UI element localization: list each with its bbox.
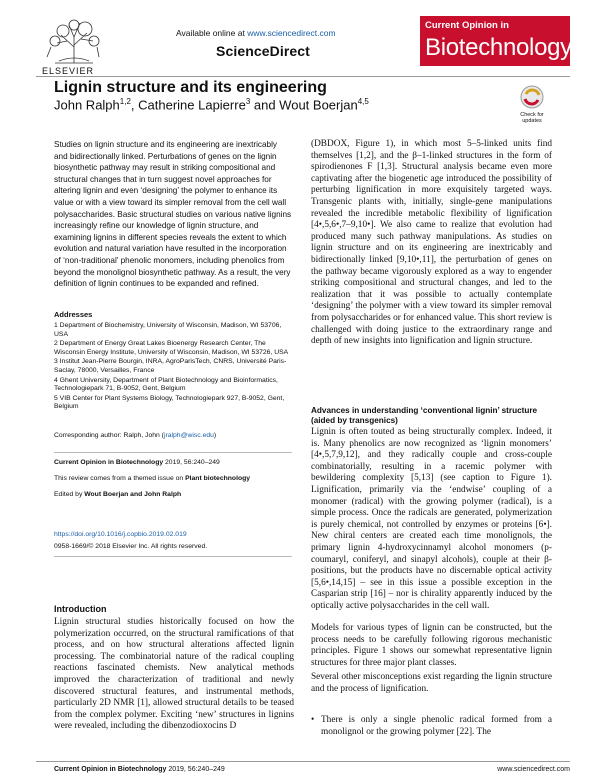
sciencedirect-url-link[interactable]: www.sciencedirect.com xyxy=(247,28,336,38)
author-affiliation: 4,5 xyxy=(357,97,369,106)
body-paragraph: Lignin is often touted as being structurally complex. Indeed, it is. Many phenolics are now recognized as ‘lignin monomers’ [4•,5,7,9,12], and they radically couple and cross-couple combinatorially, resulting in a racemic polymer with bewildering complexity [5,13] (see caption to Figure 1). Lignification, primarily via the ‘endwise’ coupling of a monomer (radical) with the growing polymer (radical), is a simple process. Once the radicals are generated, polymerization is purely chemical, not controlled by enzymes or proteins [6•]. New chiral centers are created each time monolignols, the primary lignin 4-hydroxycinnamyl alcohol monomers (p-coumaryl, coniferyl, and sinapyl alcohols), couple at their β-positions, but the products have no discernable optical activity [5,6•,14,15] – see in this issue a possible exception in the Casparian strip [16] – nor is chirality apparently induced by the optically active polysaccharides in the cell wall. xyxy=(311,427,552,611)
footer-citation xyxy=(54,766,225,773)
check-updates-label: Check for updates xyxy=(520,112,544,124)
journal-line2: Biotechnology xyxy=(425,34,572,61)
check-for-updates-badge[interactable] xyxy=(514,84,550,126)
check-updates-icon xyxy=(514,84,550,112)
sciencedirect-wordmark: ScienceDirect xyxy=(216,43,310,59)
meta-divider xyxy=(54,452,292,453)
citation-volume: 2019, 56:240–249 xyxy=(163,459,220,466)
publisher-name: ELSEVIER xyxy=(42,66,95,76)
meta-divider-bottom xyxy=(54,556,292,557)
introduction-text: Lignin structural studies historically focused on how the polymerization occurred, on the structural ramifications of that process, and on how structural alterations affected lignin processing. The combinatorial nature of the radical coupling reactions fascinated chemists. New analytical methods improved the characterization of traditional and newly discovered structural features, and instrumental methods, particularly 2D NMR [1], allowed structural details to be teased from the complex polymer. Exciting ‘new’ structures in lignins were revealed, including the dibenzodioxocins D xyxy=(54,617,294,732)
elsevier-tree-logo xyxy=(37,17,112,73)
themed-issue-prefix: This review comes from a themed issue on xyxy=(54,475,186,482)
address-item: 1 Department of Biochemistry, University of Wisconsin, Madison, WI 53706, USA xyxy=(54,322,282,338)
address-item: 2 Department of Energy Great Lakes Bioenergy Research Center, The Wisconsin Energy Institute, University of Wisconsin, Madison, WI 53726, USA xyxy=(54,340,289,356)
corresponding-prefix: Corresponding author: Ralph, John ( xyxy=(54,432,164,439)
article-title: Lignin structure and its engineering xyxy=(54,79,327,96)
footer-url[interactable]: www.sciencedirect.com xyxy=(497,766,570,773)
addresses-list xyxy=(54,322,292,413)
themed-issue-line xyxy=(54,474,250,483)
author-name: , Catherine Lapierre xyxy=(130,97,246,113)
author-name: and Wout Boerjan xyxy=(250,97,358,113)
bullet-item xyxy=(311,715,552,738)
footer-journal: Current Opinion in Biotechnology xyxy=(54,766,167,773)
citation-line xyxy=(54,458,220,467)
author-affiliation: 1,2 xyxy=(119,97,131,106)
addresses-heading: Addresses xyxy=(54,310,93,319)
page-footer xyxy=(54,766,570,773)
journal-banner xyxy=(420,16,570,66)
body-paragraph: Models for various types of lignin can be constructed, but the process needs to be carefully following rigorous mechanistic principles. Figure 1 shows our somewhat representative lignin structures for three major plant classes. xyxy=(311,623,552,668)
address-item: 4 Ghent University, Department of Plant Biotechnology and Bioinformatics, Technologiepark 71, B-9052, Gent, Belgium xyxy=(54,376,278,393)
header-rule xyxy=(36,76,570,77)
corresponding-suffix: ) xyxy=(213,432,217,439)
journal-line1: Current Opinion in xyxy=(425,20,509,31)
corresponding-author xyxy=(54,432,216,439)
citation-journal: Current Opinion in Biotechnology xyxy=(54,459,164,466)
themed-issue-name: Plant biotechnology xyxy=(185,475,251,482)
author-list xyxy=(54,97,369,112)
footer-rule xyxy=(36,761,570,762)
author-name: John Ralph xyxy=(54,97,120,113)
bullet-icon: • xyxy=(311,715,315,725)
abstract-text: Studies on lignin structure and its engineering are inextricably and bidirectionally linked. Perturbations of genes on the lignin biosynthetic pathway may result in striking compositional and structural changes that in turn suggest novel approaches for altering lignin and even ‘designing’ the polymer to enhance its value or with a view toward its simpler removal from the cell wall polysaccharides. Basic structural studies on various native lignins increasingly refine our knowledge of lignin structure, and examining lignins in different species reveals the extent to which evolution and natural variation have resulted in the incorporation of ‘non-traditional’ phenolic monomers, including phenolics from beyond the monolignol biosynthetic pathway. As a result, the very definition of lignin continues to be expanded and refined. xyxy=(54,140,292,289)
available-online xyxy=(176,28,336,38)
author-affiliation: 3 xyxy=(245,97,251,106)
available-prefix: Available online at xyxy=(176,28,245,38)
doi-link[interactable]: https://doi.org/10.1016/j.copbio.2019.02.019 xyxy=(54,531,187,538)
edited-by-prefix: Edited by xyxy=(54,491,85,498)
body-paragraph: (DBDOX, Figure 1), in which most 5–5-linked units find themselves [1,2], and the β–1-linked structures in the form of spirodienones F [1,3]. Structural analysis became even more captivating after the biogenetic age introduced the possibility of perturbing lignification in more exquisitely targeted ways. Transgenic plants with, initially, single-gene manipulations revealed the incredible metabolic flexibility of lignification [4•,5,6•,7–9,10•]. We also came to realize that evolution had produced many such pathway manipulations. As studies on lignin structure and on its engineering are inextricably and bidirectionally linked [9,10•,11], the perturbation of genes on the pathway became vigorously explored as a way to engender striking compositional and structural changes, and led to the realization that it was possible to actually contemplate ‘designing’ the polymer with a view toward its simpler removal from polysaccharides or for enhanced value. This short review is challenged with doing justice to the extraordinary range and depth of new insights into lignification and lignin structure. xyxy=(311,139,552,347)
editors-names: Wout Boerjan and John Ralph xyxy=(84,491,182,498)
bullet-text: There is only a single phenolic radical formed from a monolignol or the growing polymer [22]. The xyxy=(321,715,552,737)
address-item: 3 Institut Jean-Pierre Bourgin, INRA, AgroParisTech, CNRS, Université Paris-Saclay, 78000, Versailles, France xyxy=(54,358,287,374)
edited-by-line xyxy=(54,490,181,499)
corresponding-email-link[interactable]: jralph@wisc.edu xyxy=(163,432,214,439)
address-item: 5 VIB Center for Plant Systems Biology, Technologiepark 927, B-9052, Gent, Belgium xyxy=(54,394,285,411)
body-paragraph: Several other misconceptions exist regarding the lignin structure and the process of lignification. xyxy=(311,672,552,694)
section-heading: Advances in understanding ‘conventional lignin’ structure (aided by transgenics) xyxy=(311,406,538,425)
introduction-heading: Introduction xyxy=(54,604,107,614)
footer-volume: 2019, 56:240–249 xyxy=(166,766,225,773)
copyright-line: 0958-1669/© 2018 Elsevier Inc. All rights reserved. xyxy=(54,543,208,550)
